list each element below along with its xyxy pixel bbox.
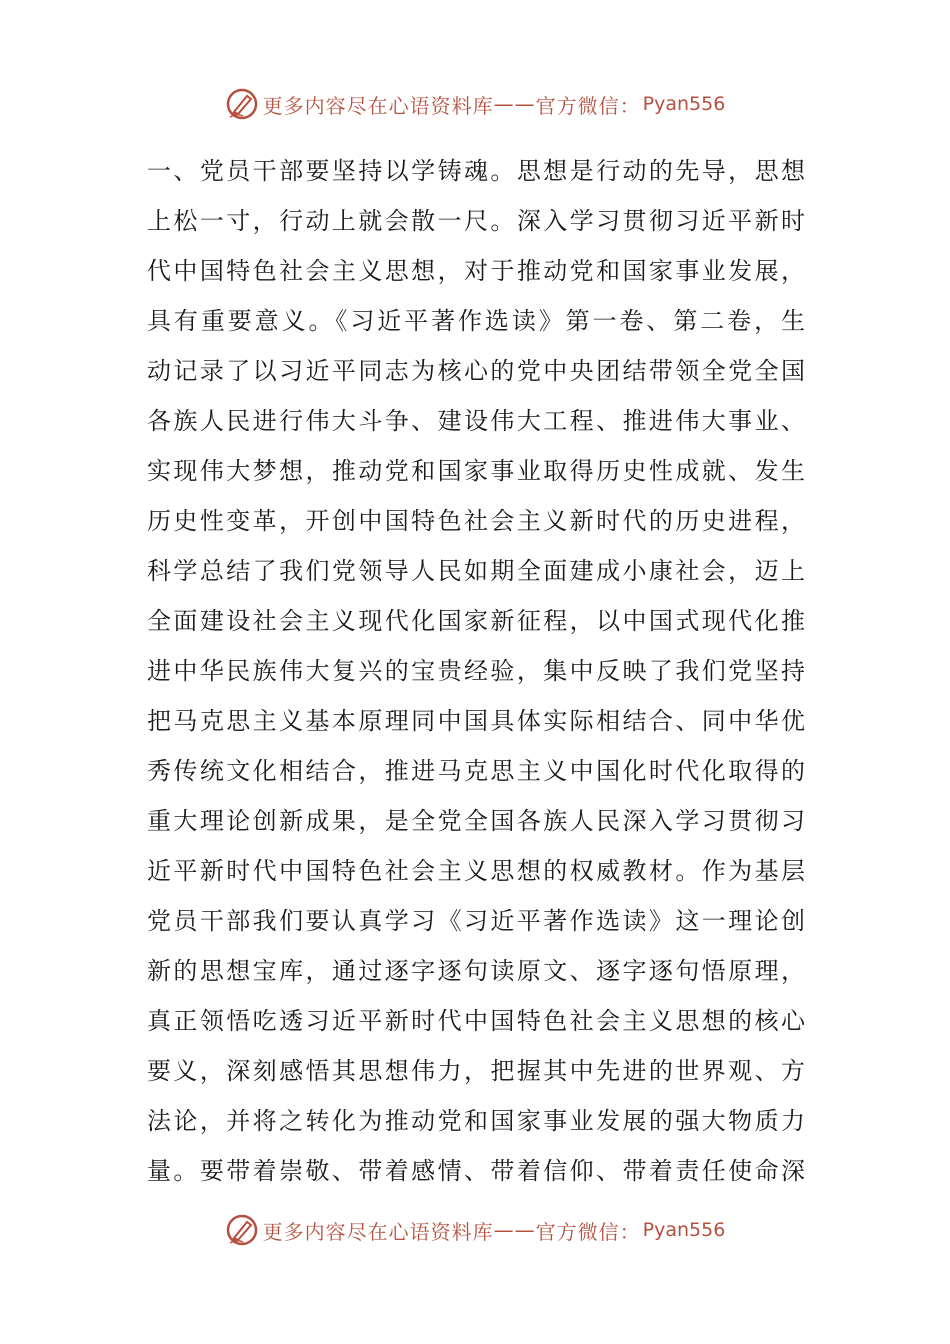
footer-wechat-label: 官方微信： [535, 1219, 641, 1244]
body-text-line: 要义，深刻感悟其思想伟力，把握其中先进的世界观、方 [147, 1057, 805, 1085]
body-text-line: 全面建设社会主义现代化国家新征程，以中国式现代化推 [147, 607, 805, 635]
pen-seal-logo-icon [225, 87, 259, 121]
footer-watermark [0, 1210, 950, 1250]
body-text-line: 秀传统文化相结合，推进马克思主义中国化时代化取得的 [147, 757, 805, 785]
body-text-line: 法论，并将之转化为推动党和国家事业发展的强大物质力 [147, 1107, 805, 1135]
body-text-line: 新的思想宝库，通过逐字逐句读原文、逐字逐句悟原理， [147, 957, 805, 985]
body-text-line: 动记录了以习近平同志为核心的党中央团结带领全党全国 [147, 357, 805, 385]
footer-brand-text: 更多内容尽在心语资料库 [262, 1219, 494, 1244]
header-brand-text: 更多内容尽在心语资料库 [262, 93, 494, 118]
footer-separator: —— [493, 1218, 536, 1242]
body-text-line: 上松一寸，行动上就会散一尺。深入学习贯彻习近平新时 [147, 207, 805, 235]
body-text-line: 党员干部我们要认真学习《习近平著作选读》这一理论创 [147, 907, 805, 935]
body-text-line: 具有重要意义。《习近平著作选读》第一卷、第二卷，生 [147, 307, 805, 335]
header-separator: —— [493, 92, 536, 116]
header-wechat-id: Pyan556 [642, 93, 726, 115]
body-text-line: 代中国特色社会主义思想，对于推动党和国家事业发展， [147, 257, 805, 285]
body-text-line: 真正领悟吃透习近平新时代中国特色社会主义思想的核心 [147, 1007, 805, 1035]
body-text-line: 把马克思主义基本原理同中国具体实际相结合、同中华优 [147, 707, 805, 735]
document-body [147, 146, 805, 1196]
body-text-line: 重大理论创新成果，是全党全国各族人民深入学习贯彻习 [147, 807, 805, 835]
body-text-line: 各族人民进行伟大斗争、建设伟大工程、推进伟大事业、 [147, 407, 805, 435]
body-text-line: 科学总结了我们党领导人民如期全面建成小康社会，迈上 [147, 557, 805, 585]
body-text-line: 实现伟大梦想，推动党和国家事业取得历史性成就、发生 [147, 457, 805, 485]
body-text-line: 量。要带着崇敬、带着感情、带着信仰、带着责任使命深 [147, 1157, 805, 1185]
body-text-line: 进中华民族伟大复兴的宝贵经验，集中反映了我们党坚持 [147, 657, 805, 685]
header-wechat-label: 官方微信： [535, 93, 641, 118]
pen-seal-logo-icon [225, 1213, 259, 1247]
footer-wechat-id: Pyan556 [642, 1219, 726, 1241]
body-text-line: 一、党员干部要坚持以学铸魂。思想是行动的先导，思想 [147, 157, 805, 185]
body-text-line: 历史性变革，开创中国特色社会主义新时代的历史进程， [147, 507, 805, 535]
body-text-line: 近平新时代中国特色社会主义思想的权威教材。作为基层 [147, 857, 805, 885]
header-watermark [0, 84, 950, 124]
